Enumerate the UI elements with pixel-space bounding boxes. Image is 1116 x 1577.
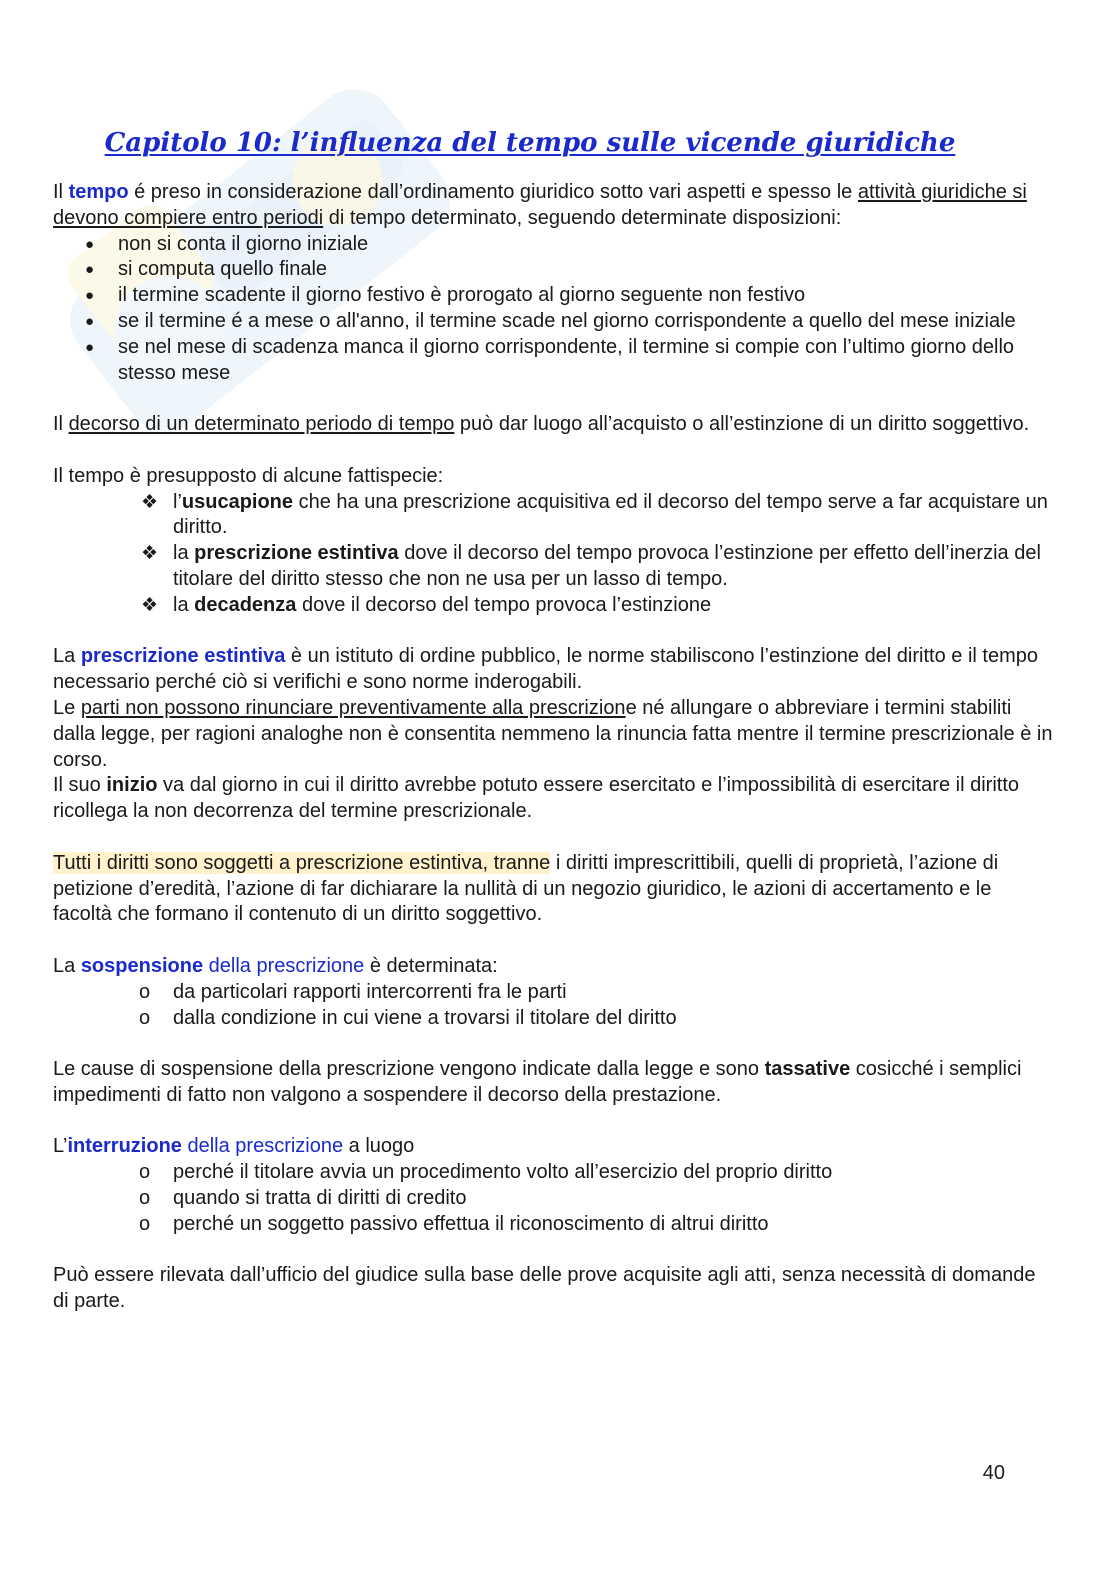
keyword-tempo: tempo <box>68 181 129 203</box>
list-item: o quando si tratta di diritti di credito <box>53 1186 1053 1212</box>
list-item: ● se nel mese di scadenza manca il giorno corrispondente, il termine si compie con l’ultimo giorno dello stesso mese <box>53 335 1053 387</box>
list-item: ❖ la decadenza dove il decorso del tempo provoca l’estinzione <box>53 593 1053 619</box>
list-item: ● non si conta il giorno iniziale <box>53 232 1053 258</box>
paragraph-prescrizione-estintiva: La prescrizione estintiva è un istituto di ordine pubblico, le norme stabiliscono l’estinzione del diritto e il tempo necessario perché ciò si verifichi e sono norme inderogabili. Le parti non possono rinunciare preventivamente alla prescrizione né allungare o abbreviare i termini stabiliti dalla legge, per ragioni analoghe non è consentita nemmeno la rinuncia fatta mentre il termine prescrizionale è in corso. Il suo inizio va dal giorno in cui il diritto avrebbe potuto essere esercitato e l’impossibilità di esercitare il diritto ricollega la non decorrenza del termine prescrizionale. <box>53 645 1053 823</box>
paragraph-decorso: Il decorso di un determinato periodo di tempo può dar luogo all’acquisto o all’estinzione di un diritto soggettivo. <box>53 413 1030 436</box>
page-number: 40 <box>982 1462 1005 1484</box>
page-title: Capitolo 10: l’influenza del tempo sulle vicende giuridiche <box>104 128 956 158</box>
paragraph-interruzione: L’interruzione della prescrizione a luogo <box>53 1135 415 1158</box>
interruzione-list <box>53 1160 1053 1237</box>
list-item: o perché il titolare avvia un procedimento volto all’esercizio del proprio diritto <box>53 1160 1053 1186</box>
list-item: o perché un soggetto passivo effettua il riconoscimento di altrui diritto <box>53 1212 1053 1238</box>
paragraph-tempo: Il tempo é preso in considerazione dall’ordinamento giuridico sotto vari aspetti e spesso le attività giuridiche si devono compiere entro periodi di tempo determinato, seguendo determinate disposizioni: <box>53 181 1027 229</box>
paragraph-cause-sospensione: Le cause di sospensione della prescrizione vengono indicate dalla legge e sono tassative cosicché i semplici impedimenti di fatto non valgono a sospendere il decorso della prestazione. <box>53 1058 1022 1106</box>
fattispecie-list <box>53 490 1053 619</box>
rules-list <box>53 232 1053 387</box>
paragraph-sospensione: La sospensione della prescrizione è determinata: <box>53 954 498 977</box>
sospensione-list <box>53 980 1053 1032</box>
paragraph-fattispecie: Il tempo è presupposto di alcune fattispecie: <box>53 464 444 487</box>
list-item: ❖ l’usucapione che ha una prescrizione acquisitiva ed il decorso del tempo serve a far acquistare un diritto. <box>53 490 1053 542</box>
list-item: o dalla condizione in cui viene a trovarsi il titolare del diritto <box>53 1006 1053 1032</box>
list-item: ❖ la prescrizione estintiva dove il decorso del tempo provoca l’estinzione per effetto dell’inerzia del titolare del diritto stesso che non ne usa per un lasso di tempo. <box>53 541 1053 593</box>
paragraph-diritti-soggetti: Tutti i diritti sono soggetti a prescrizione estintiva, tranne i diritti imprescrittibili, quelli di proprietà, l’azione di petizione d’eredità, l’azione di far dichiarare la nullità di un negozio giuridico, le azioni di accertamento e le facoltà che formano il contenuto di un diritto soggettivo. <box>53 851 999 926</box>
list-item: o da particolari rapporti intercorrenti fra le parti <box>53 980 1053 1006</box>
paragraph-rilevata: Può essere rilevata dall’ufficio del giudice sulla base delle prove acquisite agli atti, senza necessità di domande di parte. <box>53 1264 1036 1313</box>
list-item: ● si computa quello finale <box>53 257 1053 283</box>
list-item: ● il termine scadente il giorno festivo è prorogato al giorno seguente non festivo <box>53 283 1053 309</box>
list-item: ● se il termine é a mese o all'anno, il termine scade nel giorno corrispondente a quello del mese iniziale <box>53 309 1053 335</box>
highlighted-text: Tutti i diritti sono soggetti a prescrizione estintiva, tranne <box>53 851 551 874</box>
